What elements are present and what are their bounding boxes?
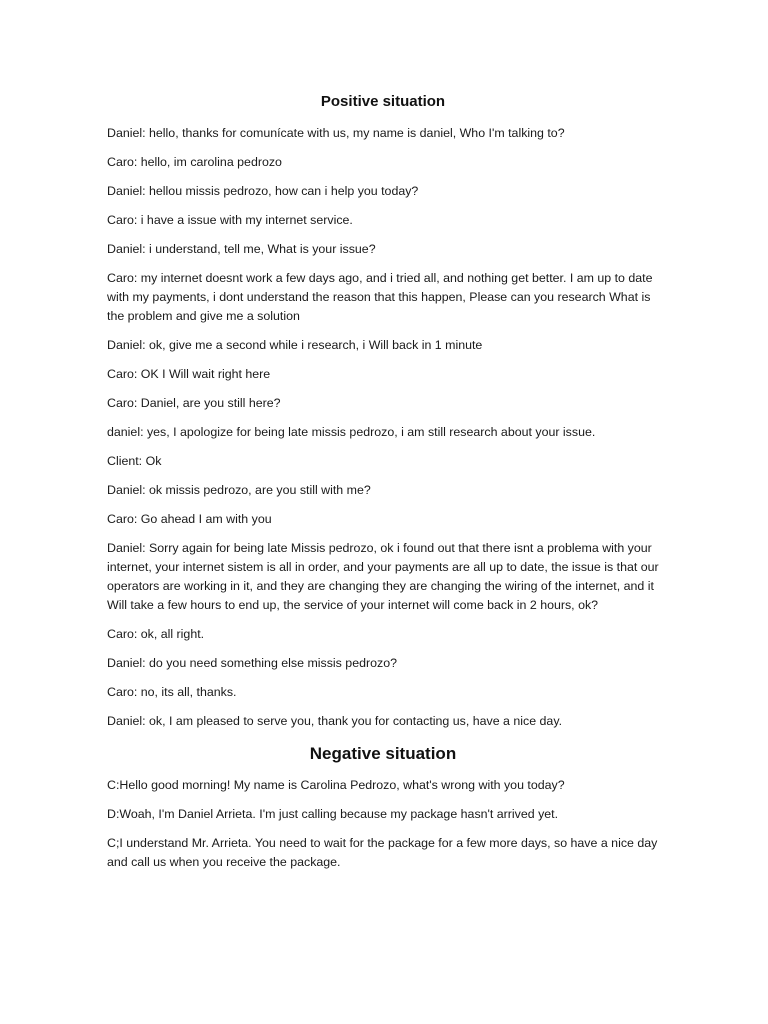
dialogue-line: D:Woah, I'm Daniel Arrieta. I'm just calling because my package hasn't arrived yet. [107,807,559,821]
document-body [107,92,659,882]
dialogue-line: Caro: ok, all right. [107,627,205,641]
dialogue-line: Daniel: ok missis pedrozo, are you still with me? [107,483,371,497]
dialogue-line: C;I understand Mr. Arrieta. You need to wait for the package for a few more days, so have a nice day and call us when you receive the package. [107,836,658,869]
dialogue-line: Daniel: hellou missis pedrozo, how can i help you today? [107,184,419,198]
dialogue-line: Caro: hello, im carolina pedrozo [107,155,282,169]
dialogue-line: Daniel: do you need something else missis pedrozo? [107,656,397,670]
section-negative-situation [107,743,659,872]
section-positive-situation [107,92,659,731]
section-heading: Negative situation [309,744,457,763]
dialogue-line: Caro: Go ahead I am with you [107,512,272,526]
dialogue-line: Daniel: hello, thanks for comunícate with us, my name is daniel, Who I'm talking to? [107,126,565,140]
dialogue-line: daniel: yes, I apologize for being late missis pedrozo, i am still research about your issue. [107,425,596,439]
dialogue-line: Daniel: ok, give me a second while i research, i Will back in 1 minute [107,338,483,352]
dialogue-line: Caro: Daniel, are you still here? [107,396,281,410]
dialogue-line: Caro: OK I Will wait right here [107,367,271,381]
dialogue-line: Client: Ok [107,454,162,468]
dialogue-line: Caro: no, its all, thanks. [107,685,237,699]
dialogue-line: Caro: my internet doesnt work a few days ago, and i tried all, and nothing get better. I am up to date with my payments, i dont understand the reason that this happen, Please can you research What is the problem and give me a solution [107,271,653,323]
dialogue-line: C:Hello good morning! My name is Carolina Pedrozo, what's wrong with you today? [107,778,565,792]
dialogue-line: Caro: i have a issue with my internet service. [107,213,353,227]
dialogue-line: Daniel: Sorry again for being late Missis pedrozo, ok i found out that there isnt a problema with your internet, your internet sistem is all in order, and your payments are all up to date, the issue is that our operators are working in it, and they are changing they are changing the wiring of the internet, and it Will take a few hours to end up, the service of your internet will come back in 2 hours, ok? [107,541,659,612]
dialogue-line: Daniel: ok, I am pleased to serve you, thank you for contacting us, have a nice day. [107,714,563,728]
section-heading: Positive situation [320,93,446,110]
dialogue-line: Daniel: i understand, tell me, What is your issue? [107,242,376,256]
